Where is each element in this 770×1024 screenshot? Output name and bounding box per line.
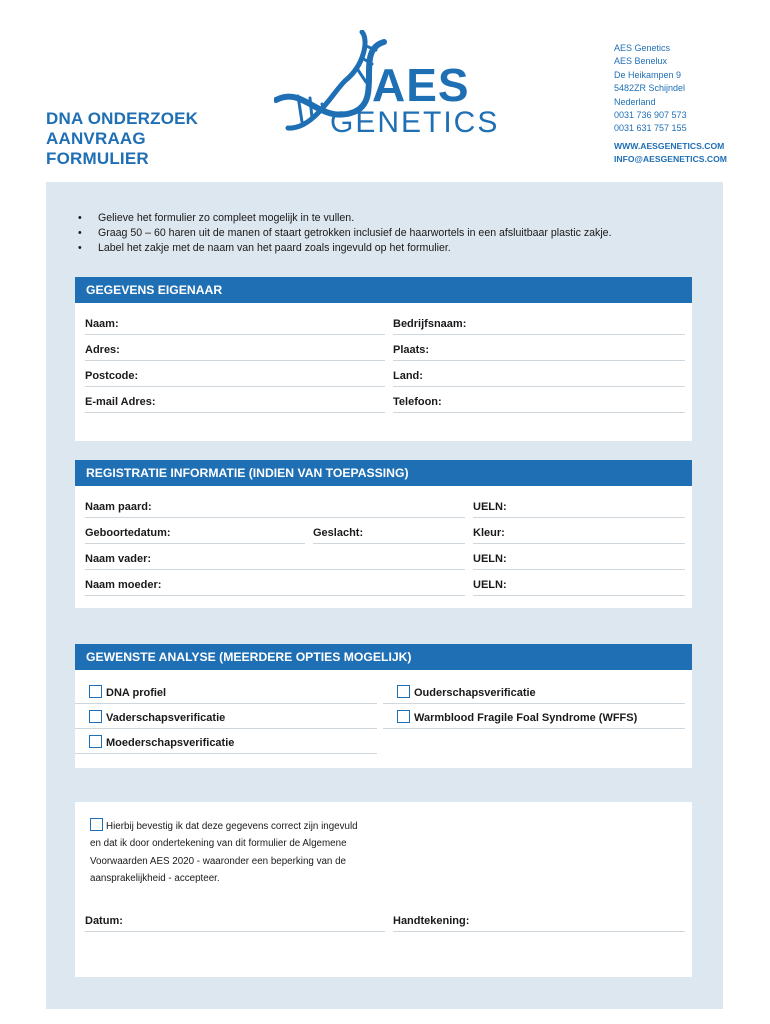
handtekening-field[interactable] [393,906,685,932]
confirmation-line: Hierbij bevestig ik dat deze gegevens correct zijn ingevuld [106,821,358,832]
instruction-item: • Graag 50 – 60 haren uit de manen of staart getrokken inclusief de haarwortels in een afsluitbaar plastic zakje. [78,226,612,241]
contact-block [614,42,727,167]
ueln-moeder-field[interactable] [473,570,685,596]
geslacht-label: Geslacht: [313,527,364,539]
geboortedatum-label: Geboortedatum: [85,527,171,539]
owner-section [75,277,692,441]
contact-line: Nederland [614,96,656,107]
naam-paard-field[interactable] [85,492,465,518]
option-wffs[interactable] [383,705,685,729]
telefoon-field[interactable] [393,387,685,413]
website-link[interactable]: WWW.AESGENETICS.COM [614,140,725,151]
ouderschap-checkbox[interactable] [397,685,410,698]
confirmation-line: Voorwaarden AES 2020 - waaronder een beperking van de [90,855,346,867]
document-title [46,109,198,169]
confirmation-checkbox[interactable] [90,818,103,831]
kleur-field[interactable] [473,518,685,544]
naam-moeder-field[interactable] [85,570,465,596]
email-label: E-mail Adres: [85,396,156,408]
naam-field[interactable] [85,309,385,335]
analysis-section-heading: GEWENSTE ANALYSE (MEERDERE OPTIES MOGELIJK) [75,644,692,670]
vaderschap-checkbox[interactable] [89,710,102,723]
adres-label: Adres: [85,344,120,356]
telefoon-label: Telefoon: [393,396,442,408]
title-line-2: AANVRAAG [46,129,146,148]
naam-paard-label: Naam paard: [85,501,152,513]
registration-section [75,460,692,608]
bedrijfsnaam-field[interactable] [393,309,685,335]
land-field[interactable] [393,361,685,387]
ueln-vader-field[interactable] [473,544,685,570]
land-label: Land: [393,370,423,382]
postcode-field[interactable] [85,361,385,387]
postcode-label: Postcode: [85,370,139,382]
naam-moeder-label: Naam moeder: [85,579,162,591]
instruction-item: • Label het zakje met de naam van het paard zoals ingevuld op het formulier. [78,241,612,256]
datum-field[interactable] [85,906,385,932]
option-ouderschapsverificatie[interactable] [383,680,685,704]
option-moederschapsverificatie[interactable] [75,730,377,754]
logo-wordmark-genetics: GENETICS [330,106,500,139]
geslacht-field[interactable] [313,518,465,544]
geboortedatum-field[interactable] [85,518,305,544]
dna-profiel-checkbox[interactable] [89,685,102,698]
vaderschap-label: Vaderschapsverificatie [106,712,226,724]
handtekening-label: Handtekening: [393,915,470,927]
adres-field[interactable] [85,335,385,361]
ueln-paard-field[interactable] [473,492,685,518]
naam-vader-field[interactable] [85,544,465,570]
contact-line: AES Genetics [614,43,671,53]
analysis-section [75,644,692,768]
naam-label: Naam: [85,318,119,330]
email-link[interactable]: INFO@AESGENETICS.COM [614,154,727,165]
ueln-vader-label: UELN: [473,553,507,565]
moederschap-checkbox[interactable] [89,735,102,748]
logo-wordmark-aes: AES [372,59,470,111]
ueln-paard-label: UELN: [473,501,507,513]
confirmation-line: aansprakelijkheid - accepteer. [90,873,220,885]
wffs-label: Warmblood Fragile Foal Syndrome (WFFS) [414,712,638,724]
option-vaderschapsverificatie[interactable] [75,705,377,729]
title-line-1: DNA ONDERZOEK [46,109,199,128]
instruction-item: • Gelieve het formulier zo compleet mogelijk in te vullen. [78,211,612,226]
contact-line: AES Benelux [614,56,668,67]
wffs-checkbox[interactable] [397,710,410,723]
ueln-moeder-label: UELN: [473,579,507,591]
registration-section-heading: REGISTRATIE INFORMATIE (INDIEN VAN TOEPASSING) [75,460,692,486]
confirmation-statement [90,818,358,888]
confirmation-line: en dat ik door ondertekening van dit formulier de Algemene [90,838,347,850]
dna-profiel-label: DNA profiel [106,687,167,699]
contact-line: 0031 736 907 573 [614,110,687,121]
contact-line: De Heikampen 9 [614,69,682,80]
ouderschap-label: Ouderschapsverificatie [414,687,536,699]
contact-line: 5482ZR Schijndel [614,83,686,94]
owner-section-heading: GEGEVENS EIGENAAR [75,277,692,303]
naam-vader-label: Naam vader: [85,553,152,565]
datum-label: Datum: [85,915,123,927]
bedrijfsnaam-label: Bedrijfsnaam: [393,318,467,330]
kleur-label: Kleur: [473,527,505,539]
page-header [0,0,770,182]
plaats-field[interactable] [393,335,685,361]
email-field[interactable] [85,387,385,413]
title-line-3: FORMULIER [46,149,149,168]
plaats-label: Plaats: [393,344,430,356]
instructions-list [78,211,612,256]
option-dna-profiel[interactable] [75,680,377,704]
moederschap-label: Moederschapsverificatie [106,737,235,749]
contact-line: 0031 631 757 155 [614,123,687,134]
